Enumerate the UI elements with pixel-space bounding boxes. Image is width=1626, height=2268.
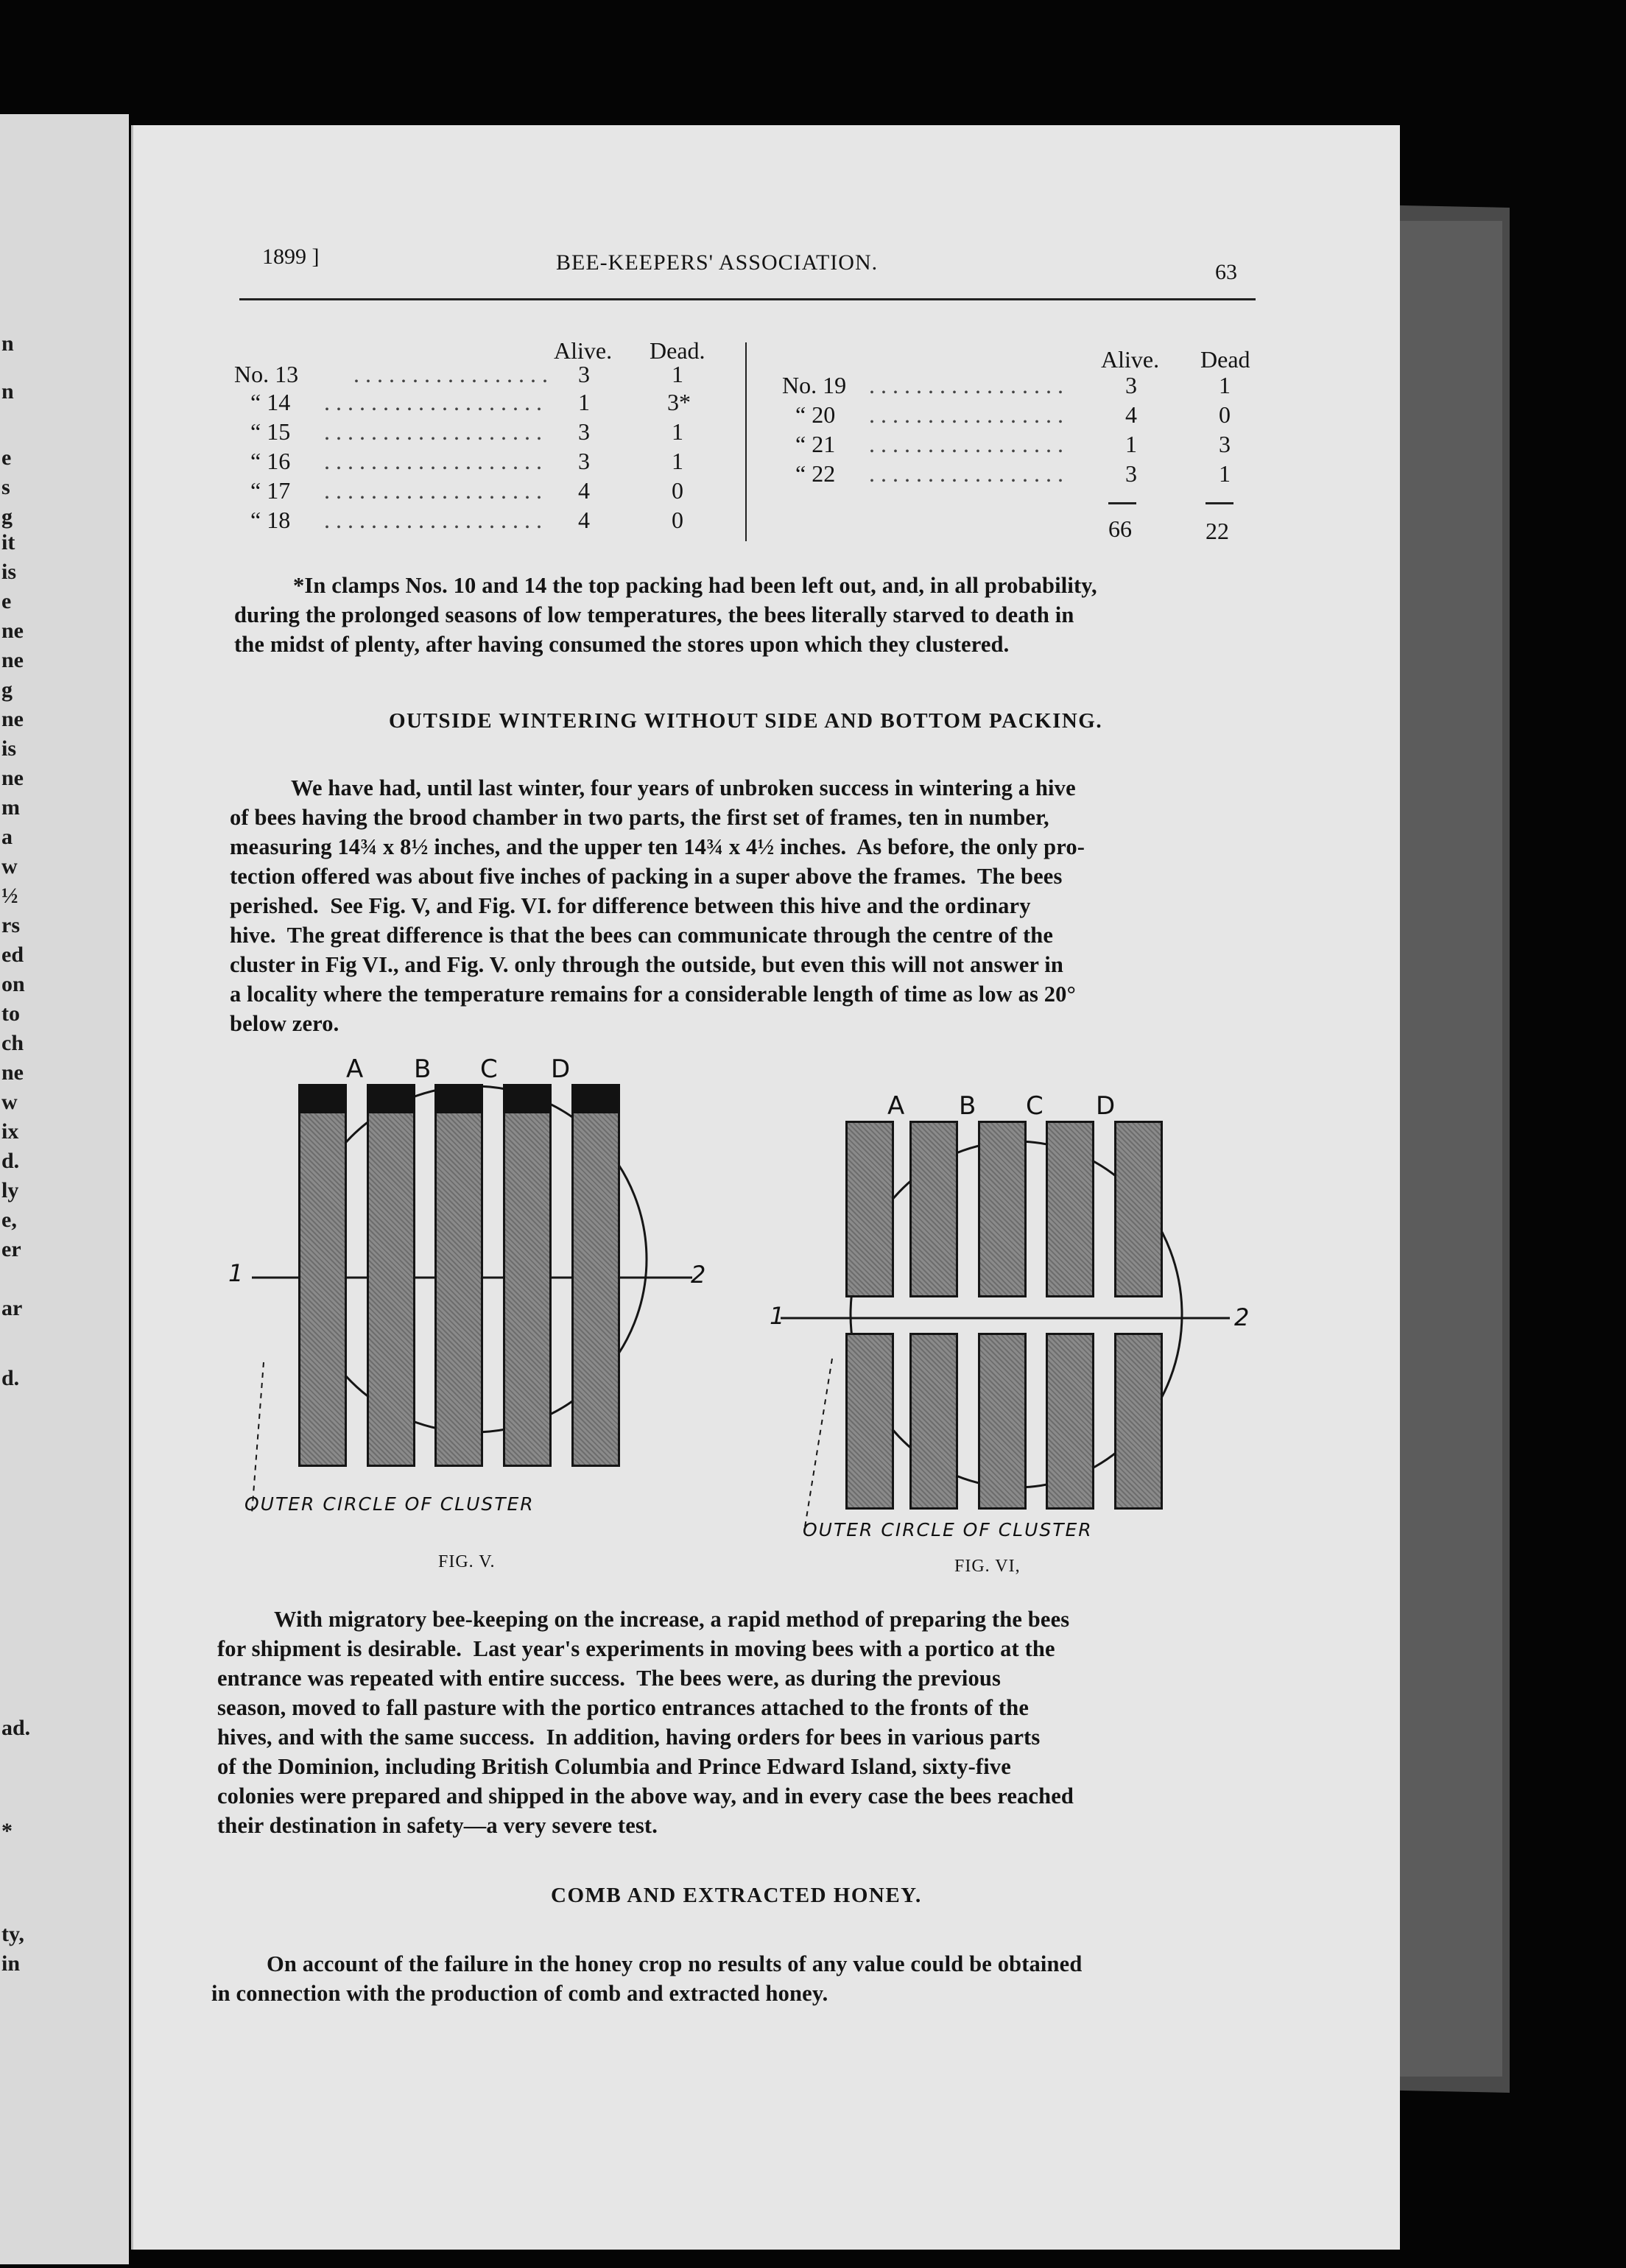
frame-bar-lower — [1046, 1333, 1094, 1510]
left-fragment: ne — [1, 707, 24, 731]
leader-dots: . . . . . . . . . . . . . . . . . — [869, 372, 1063, 398]
leader-dots: . . . . . . . . . . . . . . . . . — [869, 401, 1063, 428]
paragraph-line: of bees having the brood chamber in two parts, the first set of frames, ten in number, — [230, 805, 1049, 830]
frame-bar — [298, 1084, 347, 1467]
leader-dots: . . . . . . . . . . . . . . . . . . . — [324, 477, 542, 504]
back-sheet-edge-inner — [1384, 221, 1502, 2077]
left-fragment: ly — [1, 1178, 19, 1202]
table-cell-dead: 1 — [1219, 372, 1231, 398]
frame-bar-lower — [845, 1333, 894, 1510]
figure-caption: FIG. VI, — [954, 1557, 1021, 1576]
table-divider — [745, 342, 747, 541]
table-row-label: No. 13 — [234, 361, 299, 387]
frame-label: D — [1096, 1091, 1116, 1121]
frame-bar-lower — [978, 1333, 1027, 1510]
frame-bar-lower — [1114, 1333, 1163, 1510]
frame-label: B — [959, 1091, 976, 1121]
frame-bar-upper — [1114, 1121, 1163, 1297]
axis-mark-left: 1 — [770, 1302, 786, 1330]
table-row-label: “ 22 — [795, 460, 836, 487]
table-row-label: “ 15 — [250, 418, 291, 445]
footnote-line: *In clamps Nos. 10 and 14 the top packing had been left out, and, in all probability, — [293, 573, 1097, 598]
table-cell-dead: 3* — [667, 389, 691, 415]
paragraph-line: tection offered was about five inches of packing in a super above the frames. The bees — [230, 864, 1063, 889]
paragraph-line: On account of the failure in the honey crop no results of any value could be obtained — [267, 1951, 1083, 1976]
table-row-label: “ 16 — [250, 448, 291, 474]
left-fragment: e — [1, 446, 12, 470]
cluster-label: OUTER CIRCLE OF CLUSTER — [244, 1493, 535, 1515]
frame-bar-upper — [845, 1121, 894, 1297]
paragraph-line: in connection with the production of comb and extracted honey. — [211, 1981, 828, 2006]
frame-bar-lower — [909, 1333, 958, 1510]
table-cell-alive: 3 — [578, 448, 590, 474]
table-cell-alive: 4 — [1125, 401, 1137, 428]
frame-bar-upper — [1046, 1121, 1094, 1297]
paragraph-line: cluster in Fig VI., and Fig. V. only through the outside, but even this will not answer in — [230, 952, 1064, 977]
left-fragment: is — [1, 560, 17, 584]
cluster-pointer — [804, 1359, 832, 1532]
left-fragment: ½ — [1, 884, 18, 908]
table-cell-alive: 1 — [578, 389, 590, 415]
paragraph-line: We have had, until last winter, four years of unbroken success in wintering a hive — [291, 775, 1076, 800]
frame-label: C — [480, 1054, 498, 1084]
table-cell-alive: 3 — [578, 418, 590, 445]
frame-top-bar — [298, 1084, 347, 1113]
frame-bar — [571, 1084, 620, 1467]
table-row-label: “ 20 — [795, 401, 836, 428]
cluster-label: OUTER CIRCLE OF CLUSTER — [803, 1519, 1093, 1540]
paragraph-line: hives, and with the same success. In addition, having orders for bees in various parts — [217, 1725, 1041, 1750]
left-fragment: d. — [1, 1366, 20, 1390]
left-fragment: ne — [1, 619, 24, 643]
paragraph-line: hive. The great difference is that the bees can communicate through the centre of the — [230, 923, 1054, 948]
page-title: BEE-KEEPERS' ASSOCIATION. — [556, 250, 879, 275]
left-fragment: rs — [1, 913, 20, 937]
column-header-dead: Dead — [1200, 346, 1250, 373]
frame-bar-upper — [978, 1121, 1027, 1297]
left-fragment: ne — [1, 766, 24, 790]
left-fragment: a — [1, 825, 13, 849]
left-fragment: it — [1, 530, 15, 554]
left-fragment: e, — [1, 1208, 17, 1232]
leader-dots: . . . . . . . . . . . . . . . . . — [869, 460, 1063, 487]
left-fragment: n — [1, 331, 14, 356]
left-fragment: to — [1, 1001, 20, 1026]
left-fragment: ad. — [1, 1716, 31, 1740]
frame-top-bar — [367, 1084, 415, 1113]
table-cell-alive: 3 — [1125, 372, 1137, 398]
table-cell-dead: 3 — [1219, 431, 1231, 457]
table-row-label: “ 21 — [795, 431, 836, 457]
axis-mark-right: 2 — [691, 1261, 708, 1289]
frame-top-bar — [503, 1084, 552, 1113]
sum-rule-alive — [1108, 502, 1136, 504]
paragraph-line: measuring 14¾ x 8½ inches, and the upper ten 14¾ x 4½ inches. As before, the only pro- — [230, 834, 1085, 859]
table-cell-dead: 1 — [1219, 460, 1231, 487]
paragraph-line: a locality where the temperature remains for a considerable length of time as low as 20° — [230, 982, 1076, 1007]
left-fragment: m — [1, 795, 20, 820]
footnote-line: during the prolonged seasons of low temperatures, the bees literally starved to death in — [234, 602, 1074, 627]
leader-dots: . . . . . . . . . . . . . . . . . . . — [324, 448, 542, 474]
left-fragment: * — [1, 1819, 13, 1843]
table-cell-alive: 3 — [1125, 460, 1137, 487]
left-fragment: e — [1, 589, 12, 613]
frame-top-bar — [571, 1084, 620, 1113]
paragraph-line: colonies were prepared and shipped in the above way, and in every case the bees reached — [217, 1783, 1074, 1809]
table-cell-dead: 0 — [1219, 401, 1231, 428]
table-row-label: “ 17 — [250, 477, 291, 504]
left-fragment: w — [1, 1090, 18, 1114]
frame-label: A — [887, 1091, 905, 1121]
sum-rule-dead — [1206, 502, 1233, 504]
left-fragment: w — [1, 854, 18, 878]
table-cell-dead: 1 — [672, 418, 683, 445]
left-fragment: ed — [1, 943, 24, 967]
frame-bar-upper — [909, 1121, 958, 1297]
frame-label: B — [414, 1054, 432, 1084]
frame-bar — [503, 1084, 552, 1467]
table-cell-alive: 3 — [578, 361, 590, 387]
table-cell-alive: 4 — [578, 477, 590, 504]
frame-bar — [434, 1084, 483, 1467]
left-fragment: n — [1, 379, 14, 404]
left-fragment: ne — [1, 648, 24, 672]
left-fragment: ix — [1, 1119, 19, 1144]
paragraph-line: their destination in safety—a very severe test. — [217, 1813, 658, 1838]
left-fragment: ch — [1, 1031, 24, 1055]
table-row-label: No. 19 — [782, 372, 847, 398]
leader-dots: . . . . . . . . . . . . . . . . . — [353, 361, 548, 387]
section-heading-comb-honey: COMB AND EXTRACTED HONEY. — [551, 1884, 922, 1907]
left-fragment: g — [1, 504, 13, 529]
left-fragment: g — [1, 677, 13, 702]
frame-label: A — [346, 1054, 364, 1084]
paragraph-line: With migratory bee-keeping on the increase, a rapid method of preparing the bees — [274, 1607, 1070, 1632]
column-header-alive: Alive. — [1101, 346, 1160, 373]
paragraph-line: below zero. — [230, 1011, 339, 1036]
leader-dots: . . . . . . . . . . . . . . . . . — [869, 431, 1063, 457]
frame-label: D — [551, 1054, 571, 1084]
leader-dots: . . . . . . . . . . . . . . . . . . . — [324, 507, 542, 533]
header-year: 1899 ] — [262, 244, 320, 269]
left-fragment: ty, — [1, 1922, 24, 1946]
leader-dots: . . . . . . . . . . . . . . . . . . . — [324, 389, 542, 415]
paragraph-line: entrance was repeated with entire success. The bees were, as during the previous — [217, 1666, 1002, 1691]
table-cell-dead: 0 — [672, 477, 683, 504]
section-heading-outside-wintering: OUTSIDE WINTERING WITHOUT SIDE AND BOTTOM PACKING. — [389, 709, 1103, 733]
frame-top-bar — [434, 1084, 483, 1113]
header-rule — [239, 298, 1256, 300]
left-fragment: ne — [1, 1060, 24, 1085]
table-row-label: “ 18 — [250, 507, 291, 533]
axis-mark-right: 2 — [1234, 1303, 1251, 1331]
table-cell-dead: 1 — [672, 361, 683, 387]
cluster-pointer — [252, 1362, 264, 1513]
left-fragment: is — [1, 736, 17, 761]
table-total-dead: 22 — [1206, 518, 1229, 544]
left-fragment: ar — [1, 1296, 23, 1320]
table-total-alive: 66 — [1108, 515, 1132, 542]
paragraph-line: for shipment is desirable. Last year's experiments in moving bees with a portico at the — [217, 1636, 1055, 1661]
figure-caption: FIG. V. — [438, 1552, 496, 1571]
paragraph-line: of the Dominion, including British Columbia and Prince Edward Island, sixty-five — [217, 1754, 1011, 1779]
left-fragment: on — [1, 972, 25, 996]
table-cell-alive: 4 — [578, 507, 590, 533]
table-row-label: “ 14 — [250, 389, 291, 415]
table-cell-dead: 0 — [672, 507, 683, 533]
paragraph-line: season, moved to fall pasture with the portico entrances attached to the fronts of the — [217, 1695, 1030, 1720]
page-number: 63 — [1215, 260, 1237, 284]
left-fragment: s — [1, 475, 10, 499]
left-fragment: in — [1, 1951, 21, 1976]
paragraph-line: perished. See Fig. V, and Fig. VI. for difference between this hive and the ordinary — [230, 893, 1031, 918]
table-cell-dead: 1 — [672, 448, 683, 474]
left-fragment: d. — [1, 1149, 20, 1173]
frame-bar — [367, 1084, 415, 1467]
column-header-alive: Alive. — [554, 337, 613, 364]
column-header-dead: Dead. — [650, 337, 705, 364]
frame-label: C — [1026, 1091, 1043, 1121]
leader-dots: . . . . . . . . . . . . . . . . . . . — [324, 418, 542, 445]
left-fragment: er — [1, 1237, 21, 1261]
table-cell-alive: 1 — [1125, 431, 1137, 457]
axis-mark-left: 1 — [228, 1259, 245, 1287]
footnote-line: the midst of plenty, after having consumed the stores upon which they clustered. — [234, 632, 1010, 657]
